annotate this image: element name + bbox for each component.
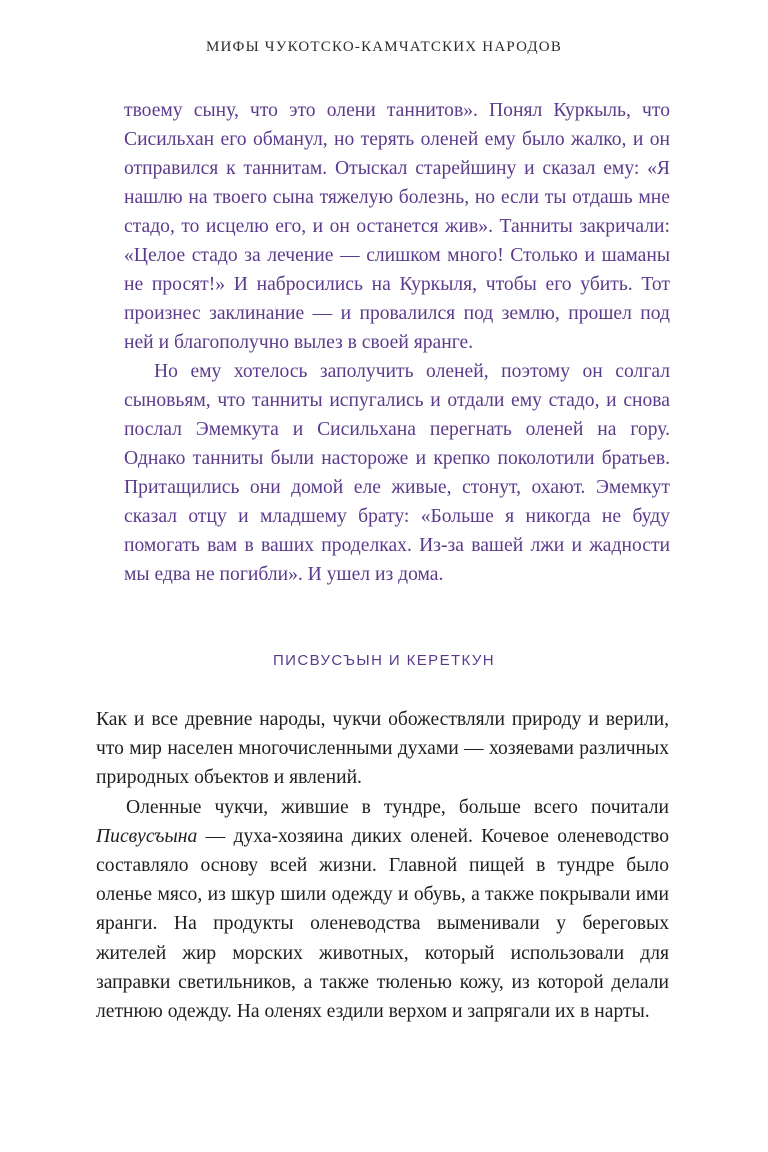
- main-paragraph-2-rest: — духа-хозяина диких оленей. Кочевое оленеводство составляло основу всей жизни. Главной пищей в тундре было оленье мясо, из шкур шили одежду и обувь, а также покрывали ими яранги. На продукты оленеводства выменивали у береговых жителей жир морских животных, который использовали для заправки светильников, а также тюленью кожу, из которой делали летнюю одежду. На оленях ездили верхом и запрягали их в нарты.: [96, 825, 669, 1023]
- main-paragraph-1: Как и все древние народы, чукчи обожествляли природу и верили, что мир населен многочисленными духами — хозяевами различных природных объектов и явлений.: [96, 709, 669, 789]
- purple-excerpt: [124, 96, 670, 589]
- main-paragraph-2-lead: Оленные чукчи, жившие в тундре, больше всего почитали: [126, 796, 669, 818]
- deity-name-italic: Писвусъына: [96, 825, 198, 847]
- section-title: ПИСВУСЪЫН И КЕРЕТКУН: [272, 652, 496, 669]
- purple-paragraph-1: твоему сыну, что это олени таннитов». Понял Куркыль, что Сисильхан его обманул, но терять оленей ему было жалко, и он отправился к таннитам. Отыскал старейшину и сказал ему: «Я нашлю на твоего сына тяжелую болезнь, но если ты отдашь мне стадо, то исцелю его, и он останется жив». Танниты закричали: «Целое стадо за лечение — слишком много! Столько и шаманы не просят!» И набросились на Куркыля, чтобы его убить. Тот произнес заклинание — и провалился под землю, прошел под ней и благополучно вылез в своей яранге.: [124, 100, 670, 353]
- main-text: [96, 705, 669, 1026]
- main-paragraph-2: [96, 793, 669, 1027]
- purple-paragraph-2: Но ему хотелось заполучить оленей, поэтому он солгал сыновьям, что танниты испугались и отдали ему стадо, и снова послал Эмемкута и Сисильхана перегнать оленей на гору. Однако танниты были настороже и крепко поколотили братьев. Притащились они домой еле живые, стонут, охают. Эмемкут сказал отцу и младшему брату: «Больше я никогда не буду помогать вам в ваших проделках. Из-за вашей лжи и жадности мы едва не погибли». И ушел из дома.: [124, 361, 670, 585]
- running-head: МИФЫ ЧУКОТСКО-КАМЧАТСКИХ НАРОДОВ: [205, 39, 563, 55]
